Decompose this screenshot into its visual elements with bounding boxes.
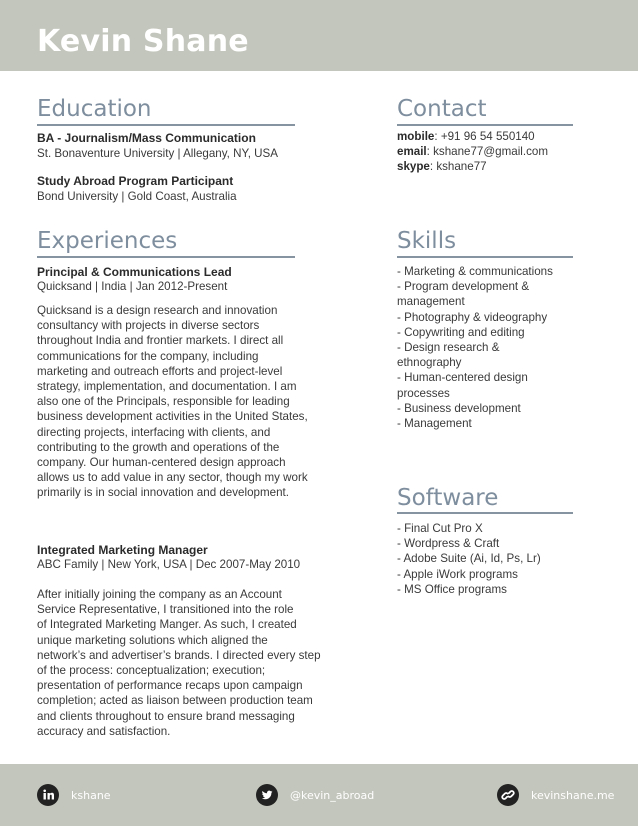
software-line: - Apple iWork programs — [397, 567, 518, 581]
contact-rule — [397, 124, 573, 126]
skill-line: processes — [397, 386, 450, 400]
skill-line: - Photography & videography — [397, 310, 548, 324]
job-1-line: consultancy with projects in diverse sectors — [37, 319, 260, 333]
job-1-line: contributing to the growth and operations of the — [37, 440, 280, 454]
job-1-line: throughout India and frontier markets. I direct all — [37, 334, 284, 348]
job-2-line: Service Representative, I transitioned into the role — [37, 603, 294, 617]
link-icon — [497, 784, 519, 806]
skill-line: - Marketing & communications — [397, 265, 553, 278]
contact-email-key: email — [397, 145, 427, 158]
education-place-1: St. Bonaventure University | Allegany, NY, USA — [37, 147, 279, 160]
education-heading: Education — [37, 96, 152, 122]
education-rule — [37, 124, 295, 126]
person-name: Kevin Shane — [37, 24, 249, 59]
job-1-line: business development activities in the United States, — [37, 410, 308, 424]
job-2-line: of Integrated Marketing Manger. As such, I created — [37, 618, 297, 632]
job-1-line: allows us to add value in any sector, though my work — [37, 471, 308, 485]
job-2-line: of the process: conceptualization; execution; — [37, 664, 266, 678]
job-2-meta: ABC Family | New York, USA | Dec 2007-May 2010 — [37, 558, 301, 571]
contact-mobile — [397, 129, 535, 144]
skills-list — [397, 264, 553, 431]
contact-skype-value: : kshane77 — [429, 160, 487, 173]
skill-line: - Design research & — [397, 341, 500, 355]
job-1-line: also one of the Principals, responsible for leading — [37, 395, 290, 409]
education-degree-2: Study Abroad Program Participant — [37, 174, 234, 188]
job-1-line: marketing and outreach efforts and project-level — [37, 364, 283, 378]
contact-heading: Contact — [397, 96, 487, 122]
header-band — [0, 0, 638, 71]
contact-mobile-value: : +91 96 54 550140 — [434, 130, 535, 143]
job-1-role: Principal & Communications Lead — [37, 265, 232, 279]
job-2-line: presentation of performance recaps upon campaign — [37, 679, 303, 693]
linkedin-icon — [37, 784, 59, 806]
footer-band — [0, 764, 638, 826]
contact-mobile-key: mobile — [397, 130, 435, 143]
skill-line: management — [397, 295, 465, 309]
job-2-line: and clients throughout to ensure brand messaging — [37, 709, 295, 723]
job-1-line: strategy, implementation, and documentation. I am — [37, 380, 297, 394]
job-1-description — [37, 303, 308, 501]
job-2-description — [37, 587, 321, 739]
footer-twitter-text: @kevin_abroad — [290, 788, 375, 802]
footer-website-link[interactable] — [497, 784, 614, 806]
footer-linkedin-text: kshane — [71, 788, 111, 802]
skill-line: - Business development — [397, 401, 521, 415]
experiences-heading: Experiences — [37, 228, 178, 254]
software-line: - Adobe Suite (Ai, Id, Ps, Lr) — [397, 552, 541, 566]
job-1-line: Quicksand is a design research and innovation — [37, 304, 278, 317]
skill-line: ethnography — [397, 356, 462, 370]
experiences-rule — [37, 256, 295, 258]
skill-line: - Management — [397, 417, 472, 431]
software-line: - Final Cut Pro X — [397, 522, 483, 535]
software-list — [397, 521, 541, 597]
job-1-meta: Quicksand | India | Jan 2012-Present — [37, 280, 228, 293]
job-2-line: completion; acted as liaison between production team — [37, 694, 313, 708]
job-2-role: Integrated Marketing Manager — [37, 543, 208, 557]
twitter-icon — [256, 784, 278, 806]
software-rule — [397, 512, 573, 514]
software-line: - Wordpress & Craft — [397, 537, 500, 551]
footer-twitter-link[interactable] — [256, 784, 374, 806]
skill-line: - Copywriting and editing — [397, 325, 525, 339]
job-1-line: company. Our human-centered design approach — [37, 456, 286, 470]
skill-line: - Human-centered design — [397, 371, 528, 385]
software-line: - MS Office programs — [397, 582, 507, 596]
contact-skype — [397, 159, 487, 174]
skill-line: - Program development & — [397, 280, 530, 294]
job-2-line: network’s and advertiser’s brands. I directed every step — [37, 648, 321, 662]
education-degree-1: BA - Journalism/Mass Communication — [37, 131, 256, 145]
footer-linkedin-link[interactable] — [37, 784, 111, 806]
footer-website-text: kevinshane.me — [531, 788, 615, 802]
education-place-2: Bond University | Gold Coast, Australia — [37, 190, 237, 203]
contact-email-value: : kshane77@gmail.com — [426, 145, 548, 158]
job-2-line: unique marketing solutions which aligned the — [37, 633, 268, 647]
job-1-line: directing projects, interfacing with clients, and — [37, 425, 271, 439]
skills-rule — [397, 256, 573, 258]
contact-skype-key: skype — [397, 160, 430, 173]
job-2-line: After initially joining the company as an Account — [37, 588, 282, 601]
skills-heading: Skills — [397, 228, 457, 254]
contact-email — [397, 144, 548, 159]
job-1-line: communications for the company, including — [37, 349, 259, 363]
software-heading: Software — [397, 485, 499, 511]
job-1-line: primarily is in social innovation and development. — [37, 486, 289, 500]
job-2-line: accuracy and satisfaction. — [37, 724, 171, 738]
